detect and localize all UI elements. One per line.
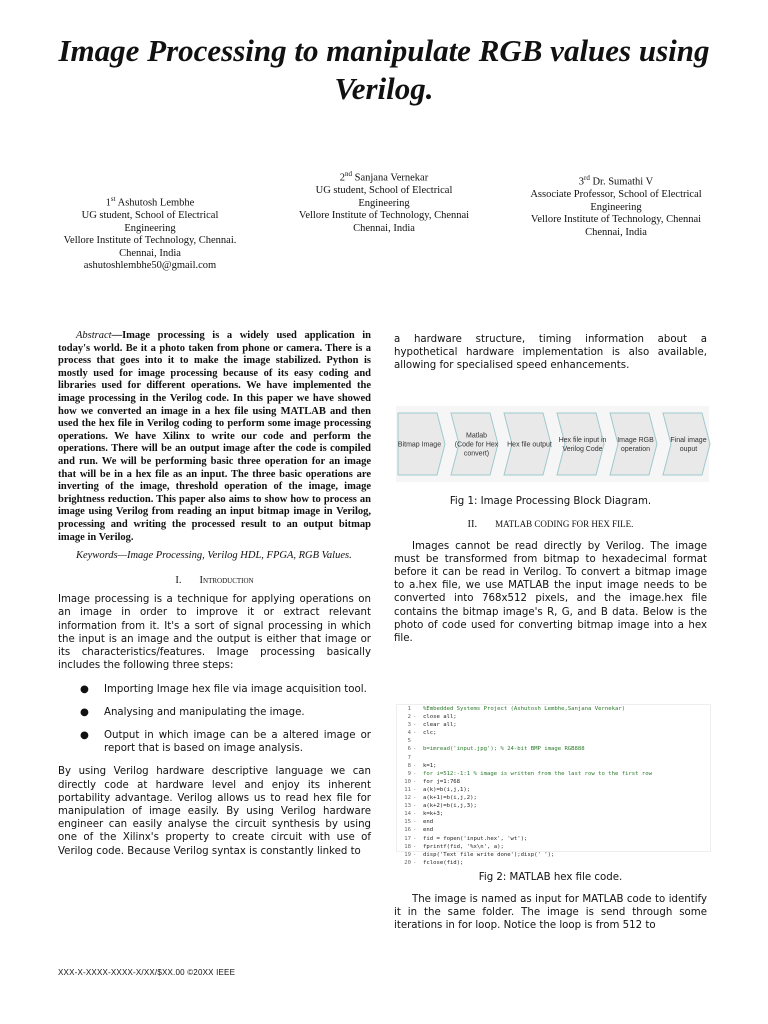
author-institute: Vellore Institute of Technology, Chennai	[530, 214, 702, 225]
block-label: Final image	[670, 437, 707, 444]
code-text: fid = fopen('input.hex', 'wt');	[423, 835, 528, 842]
code-line	[397, 762, 710, 770]
block-diagram-figure	[396, 406, 709, 482]
line-marker: -	[413, 770, 417, 777]
author-name: Dr. Sumathi V	[592, 176, 654, 188]
line-number: 6	[407, 746, 411, 753]
code-text: a(k+2)=b(i,j,3);	[423, 803, 477, 810]
block-label: Matlab	[465, 432, 488, 440]
list-item	[80, 706, 371, 719]
code-text: clear all;	[423, 722, 457, 729]
line-marker: -	[413, 730, 417, 737]
author-number: 2	[339, 172, 346, 184]
block-label: Image RGB	[617, 437, 654, 444]
code-line	[397, 721, 710, 729]
code-line	[397, 818, 710, 826]
block-label: Hex file input in	[558, 437, 607, 444]
line-number: 13	[404, 803, 411, 810]
line-marker: -	[413, 851, 417, 858]
block-label: (Code for Hex	[454, 441, 499, 449]
line-marker: -	[413, 786, 417, 793]
abstract-label: Abstract	[76, 330, 112, 341]
abstract	[58, 330, 371, 544]
author-ordinal: st	[110, 195, 116, 203]
steps-list	[58, 683, 371, 756]
code-line	[397, 786, 710, 794]
code-line	[397, 810, 710, 818]
block-diagram	[396, 406, 709, 482]
code-text: b=imread('input.jpg'); % 24-bit BMP image RGB888	[423, 746, 585, 753]
bullet-icon: ●	[80, 729, 89, 741]
line-marker: -	[413, 811, 417, 818]
code-line	[397, 851, 710, 859]
figure-1-caption: Fig 1: Image Processing Block Diagram.	[449, 496, 652, 507]
section-title: MATLAB CODING FOR HEX FILE.	[495, 519, 634, 529]
block-label: Verilog Code	[562, 446, 603, 453]
author-name: Sanjana Vernekar	[354, 172, 429, 184]
code-text: end	[423, 827, 434, 834]
block-shape	[663, 413, 710, 475]
matlab-code-screenshot	[396, 704, 711, 866]
block-label: Bitmap Image	[397, 441, 442, 449]
author-affiliation: Associate Professor, School of Electrical Engineering	[530, 189, 702, 213]
code-text: for j=1:768	[423, 778, 461, 785]
author-block-2	[296, 168, 472, 235]
right-column	[394, 333, 707, 373]
diagram-block	[451, 413, 499, 475]
figure-2-caption: Fig 2: MATLAB hex file code.	[478, 872, 623, 883]
line-number: 10	[404, 778, 411, 785]
code-text: for i=512:-1:1 % image is written from the last row to the first row	[423, 770, 653, 777]
paper-title: Image Processing to manipulate RGB values using Verilog.	[58, 33, 710, 106]
line-number: 15	[404, 819, 411, 826]
intro-paragraph-1: Image processing is a technique for applying operations on an image in order to improve it or extract relevant information from it. It's a sort of signal processing in which the input is an image and the output is either that image or its characteristics/features. Image processing basically includes the following three steps:	[58, 594, 371, 672]
line-marker: -	[413, 778, 417, 785]
list-item-text: Analysing and manipulating the image.	[104, 706, 305, 718]
line-marker: -	[413, 803, 417, 810]
section-2-continued	[394, 893, 707, 933]
line-number: 9	[407, 770, 411, 777]
author-location: Chennai, India	[119, 247, 181, 259]
left-column	[58, 330, 371, 858]
code-text: %Embedded Systems Project (Ashutosh Lembhe,Sanjana Vernekar)	[423, 706, 626, 712]
code-text: a(k)=b(i,j,1);	[423, 786, 471, 793]
bullet-icon: ●	[80, 683, 89, 695]
code-line	[397, 729, 710, 737]
line-number: 4	[407, 730, 411, 737]
author-ordinal: rd	[584, 174, 590, 182]
line-marker: -	[413, 762, 417, 769]
intro-paragraph-2: By using Verilog hardware descriptive language we can directly code at hardware level and enjoy its inherent portability advantage. Verilog allows us to read hex file for manipulation of image easily. By using Verilog hardware engineer can easily analyse the circuit synthesis by using one of the Xilinx's property to create circuit with use of Verilog code. Because Verilog syntax is constantly linked to	[58, 766, 371, 857]
line-number: 8	[407, 762, 411, 769]
line-marker	[413, 737, 423, 745]
line-marker: -	[413, 722, 417, 729]
line-marker: -	[413, 859, 417, 866]
code-line	[397, 859, 710, 867]
diagram-block	[663, 413, 710, 475]
code-text: fclose(fid);	[423, 859, 464, 866]
block-label: convert)	[463, 450, 490, 458]
author-location: Chennai, India	[353, 222, 415, 234]
block-label: Hex file output	[507, 441, 552, 449]
author-location: Chennai, India	[585, 226, 647, 238]
code-text: disp('Text file write done');disp(' ');	[423, 851, 555, 858]
code-line	[397, 713, 710, 721]
code-line	[397, 778, 710, 786]
line-marker: -	[413, 746, 417, 753]
line-number: 16	[404, 827, 411, 834]
code-line	[397, 737, 710, 745]
keywords: Keywords—Image Processing, Verilog HDL, FPGA, RGB Values.	[76, 550, 352, 562]
line-number: 1	[407, 706, 411, 712]
line-number: 5	[407, 738, 411, 745]
author-name: Ashutosh Lembhe	[117, 197, 195, 209]
diagram-block	[557, 413, 607, 475]
code-text: k=1;	[423, 762, 437, 769]
list-item	[80, 729, 371, 755]
diagram-block	[504, 413, 552, 475]
code-text: end	[423, 819, 434, 826]
section-number: II.	[467, 519, 478, 530]
section-title: Introduction	[199, 574, 254, 586]
line-number: 17	[404, 835, 411, 842]
author-institute: Vellore Institute of Technology, Chennai	[298, 210, 470, 221]
block-label: operation	[620, 446, 651, 453]
abstract-text: —Image processing is a widely used application in today's world. Be it a photo taken from phone or camera. There is a process that goes into it to make the image stabilized. Python is mostly used for image processing because of its easy coding and libraries used for different operations. We have implemented the image processing in the Verilog code. In this paper we have showed how we converted an image in a hex file using MATLAB and then used the hex file in Verilog coding to perform some image processing operations. We have Xilinx to write our code and perform the operations. There will be an output image after the code is compiled and run. We will be performing basic three operation for an image that will be in a hex file as an input. The three basic operations are inverting of the image, threshold operation of the image, image brightness reduction. This paper also aims to show how to process an image using Verilog from reading an input bitmap image in Verilog, processing and writing the processed result to an output bitmap image in Verilog.	[58, 330, 371, 543]
author-block-3	[528, 172, 704, 239]
author-block-1	[62, 193, 238, 273]
line-marker: -	[413, 714, 417, 721]
block-shape	[610, 413, 657, 475]
code-text: close all;	[423, 714, 457, 721]
line-marker	[413, 705, 423, 713]
line-number: 20	[404, 859, 411, 866]
section-2	[394, 518, 707, 645]
list-item-text: Output in which image can be a altered image or report that is based on image analysis.	[104, 729, 371, 755]
code-line	[397, 794, 710, 802]
block-shape	[557, 413, 604, 475]
list-item	[80, 683, 371, 696]
line-number: 2	[407, 714, 411, 721]
code-line	[397, 835, 710, 843]
section-heading-1	[58, 575, 371, 588]
list-item-text: Importing Image hex file via image acquisition tool.	[104, 683, 367, 695]
author-ordinal: nd	[345, 170, 353, 178]
line-number: 12	[404, 795, 411, 802]
line-marker: -	[413, 843, 417, 850]
line-marker: -	[413, 835, 417, 842]
line-number: 3	[407, 722, 411, 729]
line-number: 11	[404, 786, 411, 793]
author-number: 3	[578, 176, 584, 188]
section-heading-2	[394, 518, 707, 532]
copyright-footer: XXX-X-XXXX-XXXX-X/XX/$XX.00 ©20XX IEEE	[58, 968, 236, 977]
block-label: ouput	[679, 446, 698, 453]
code-text: fprintf(fid, '%x\n', a);	[423, 843, 504, 850]
code-line	[397, 770, 710, 778]
diagram-block	[398, 413, 445, 475]
code-text: k=k+3;	[423, 811, 444, 818]
section-2-paragraph: Images cannot be read directly by Verilog. The image must be transformed from bitmap to hexadecimal format before it can be read in Verilog. To convert a bitmap image to a.hex file, we use MATLAB the input image needs to be converted into 768x512 pixels, and the image.hex file contains the bitmap image's R, G, and B data. Below is the photo of code used for converting bitmap image into a hex file.	[394, 540, 707, 645]
section-number: I.	[175, 574, 182, 586]
line-marker: -	[413, 795, 417, 802]
code-line	[397, 802, 710, 810]
line-number: 18	[404, 843, 411, 850]
code-line	[397, 754, 710, 762]
line-marker: -	[413, 819, 417, 826]
author-institute: Vellore Institute of Technology, Chennai.	[63, 235, 237, 246]
line-number: 19	[404, 851, 411, 858]
author-affiliation: UG student, School of Electrical Engineering	[81, 210, 219, 234]
code-line	[397, 745, 710, 753]
author-affiliation: UG student, School of Electrical Engineering	[315, 185, 453, 209]
code-text: clc;	[423, 730, 437, 737]
author-email: ashutoshlembhe50@gmail.com	[83, 260, 217, 271]
code-line	[397, 826, 710, 834]
code-line	[397, 843, 710, 851]
right-paragraph-1: a hardware structure, timing information about a hypothetical hardware implementation is also available, allowing for specialised speed enhancements.	[394, 334, 707, 372]
line-marker	[413, 754, 423, 762]
diagram-block	[610, 413, 657, 475]
code-line	[397, 705, 710, 713]
line-number: 14	[404, 811, 411, 818]
line-marker: -	[413, 827, 417, 834]
bullet-icon: ●	[80, 706, 89, 718]
section-2-paragraph-2: The image is named as input for MATLAB code to identify it in the same folder. The image is send through some iterations in for loop. Notice the loop is from 512 to	[394, 894, 707, 932]
code-text: a(k+1)=b(i,j,2);	[423, 795, 477, 802]
line-number: 7	[407, 754, 411, 761]
author-number: 1	[105, 197, 111, 209]
